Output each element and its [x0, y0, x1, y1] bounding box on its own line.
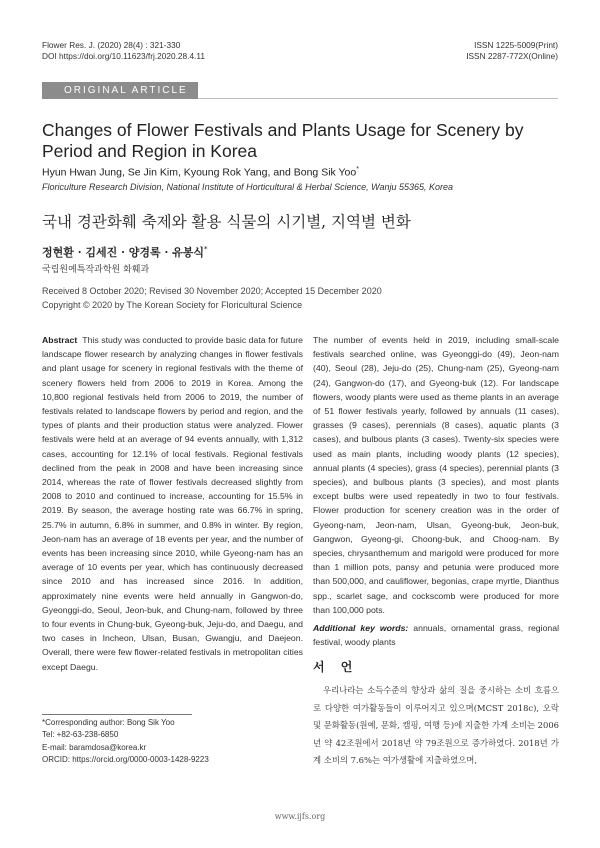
- abstract-left-column: [42, 333, 303, 674]
- issn-print: ISSN 1225-5009(Print): [474, 40, 558, 50]
- author-names: Hyun Hwan Jung, Se Jin Kim, Kyoung Rok Yang, and Bong Sik Yoo: [42, 166, 357, 179]
- doi-link[interactable]: DOI https://doi.org/10.11623/frj.2020.28.4.11: [42, 51, 205, 61]
- keywords-label: Additional key words:: [313, 623, 409, 634]
- intro-heading: 서 언: [313, 660, 359, 674]
- footnote-divider: [42, 714, 192, 715]
- abstract-text-right: The number of events held in 2019, including small-scale festivals searched online, was Gyeonggi-do (49), Jeon-nam (40), Seoul (28), Jeju-do (25), Chung-nam (25), Gyeong-nam (24), Gangwon-do (17), and Gyeong-buk (12). For landscape flowers, woody plants were used as theme plants in an average of 51 flower festivals yearly, followed by annuals (11 cases), grasses (9 cases), perennials (8 cases), aquatic plants (3 cases), and bulbous plants (3 cases). Twenty-six species were used as main plants, including woody plants (12 species), annual plants (4 species), grass (4 species), perennial plants (3 species), and bulbous plants (3 species), and most plants except bulbs were used repeatedly in two to four festivals. Flower production for scenery creation was in the order of Gyeong-nam, Jeon-nam, Ulsan, Gyeong-buk, Jeon-buk, Gangwon, Gyeong-gi, Choong-buk, and Choog-nam. By species, chrysanthemum and marigold were produced for more than 1 million pots, pansy and petunia were produced more than 500,000, and cauliflower, begonias, crape myrtle, Dianthus spp., scarlet sage, and cockscomb were produced for more than 100,000 pots.: [313, 335, 559, 615]
- journal-website[interactable]: www.ijfs.org: [274, 812, 326, 821]
- author-orcid[interactable]: ORCID: https://orcid.org/0000-0003-1428-9223: [42, 754, 209, 764]
- korean-author-list: [42, 244, 207, 260]
- journal-citation: Flower Res. J. (2020) 28(4) : 321-330: [42, 40, 181, 50]
- abstract-right-column: [313, 333, 559, 649]
- korean-author-names: 정현환 · 김세진 · 양경록 · 유봉식: [42, 246, 204, 259]
- article-type-badge: ORIGINAL ARTICLE: [42, 82, 198, 99]
- copyright-notice: Copyright © 2020 by The Korean Society for Floricultural Science: [42, 300, 303, 310]
- article-dates: [42, 284, 382, 312]
- article-title: Changes of Flower Festivals and Plants Usage for Scenery by Period and Region in Korea: [42, 120, 524, 161]
- abstract-text-left: This study was conducted to provide basic data for future landscape flower research by analyzing changes in flower festivals and plant usage for scenery in regional festivals with the theme of scenery flowers held from 2006 to 2019 in Korea. Among the 10,800 regional festivals held from 2006 to 2019, the number of festivals related to landscape flowers by period and region, and the types of plants and their production status were analyzed. Flower festivals were held at an average of 94 events annually, with 1,312 cases, accounting for 12.1% of local festivals. Regional festivals declined from the peak in 2008 and have been increasing since 2014, whereas the rate of flower festivals decreased slightly from 2008 to 2010 and continued to increase, accounting for 15.5% in 2019. By season, the average hosting rate was 66.7% in spring, 25.7% in autumn, 6.8% in summer, and 0.8% in winter. By region, Jeon-nam has an average of 18 events per year, and the number of events has been increasing since 2010, while Gyeong-nam has an average of 10 events per year, which has continuously decreased since 2010 and has increased since 2016. In addition, approximately nine events were held annually in Gangwon-do, Gyeonggi-do, Seoul, Jeon-buk, and Chung-nam, followed by three to four events in Chung-buk, Gyeong-buk, Jeju-do, and Daegu, and two cases in Incheon, Ulsan, Busan, Gwangju, and Daejeon. Overall, there were few flower-related festivals in metropolitan cities except Daegu.: [42, 335, 303, 672]
- keywords-text: annuals, ornamental grass, regional festival, woody plants: [313, 623, 559, 648]
- correspondence-footnote: [42, 717, 209, 766]
- affiliation: Floriculture Research Division, National Institute of Horticultural & Herbal Science, Wanju 55365, Korea: [42, 182, 454, 192]
- korean-corresponding-mark: *: [203, 245, 208, 254]
- corresponding-mark: *: [356, 166, 359, 173]
- author-email[interactable]: E-mail: baramdosa@korea.kr: [42, 742, 147, 752]
- keywords: [313, 621, 559, 649]
- publication-history: Received 8 October 2020; Revised 30 November 2020; Accepted 15 December 2020: [42, 286, 382, 296]
- author-phone: Tel: +82-63-238-6850: [42, 730, 119, 740]
- abstract-label: Abstract: [42, 335, 78, 345]
- korean-title: 국내 경관화훼 축제와 활용 식물의 시기별, 지역별 변화: [42, 213, 411, 231]
- issn-block: [466, 40, 558, 62]
- issn-online: ISSN 2287-772X(Online): [466, 51, 558, 61]
- author-list: [42, 166, 359, 179]
- journal-header: [42, 40, 205, 62]
- korean-affiliation: 국립원예특작과학원 화훼과: [42, 265, 150, 275]
- intro-paragraph: 우리나라는 소득수준의 향상과 삶의 질을 중시하는 소비 흐름으로 다양한 여가활동들이 이루어지고 있으며(MCST 2018c), 오락 및 문화활동(원예, 문화, 캠핑, 여행 등)에 지출한 가계 소비는 2006년 약 42조원에서 2018년 약 79조원으로 증가하였다. 2018년 가계 소비의 7.6%는 여가생활에 지출하였으며,: [313, 685, 559, 765]
- corresponding-author: *Corresponding author: Bong Sik Yoo: [42, 718, 175, 727]
- header-divider: [198, 98, 558, 99]
